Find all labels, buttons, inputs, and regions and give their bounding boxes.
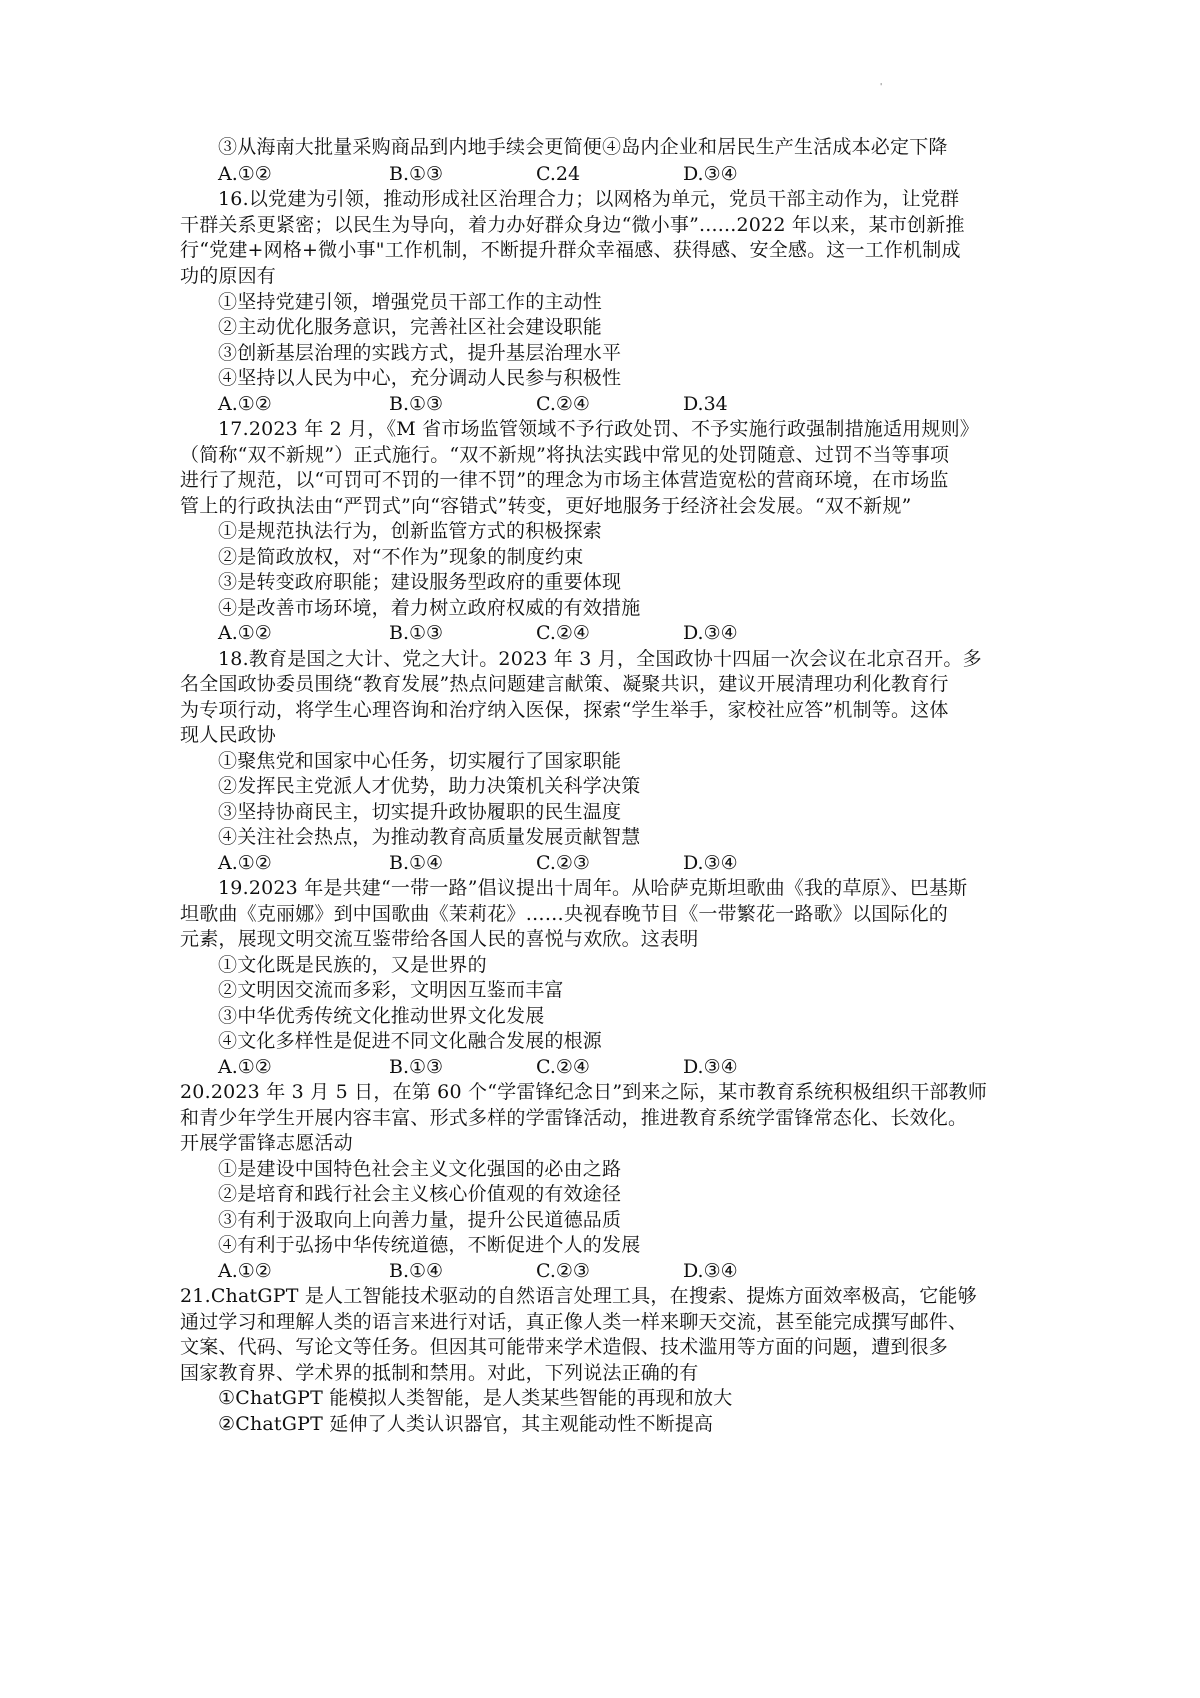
text-line: 行“党建+网格+微小事"工作机制，不断提升群众幸福感、获得感、安全感。这一工作机制成 <box>180 239 961 261</box>
option-c: C.②④ <box>536 393 590 415</box>
option-b: B.①③ <box>389 393 444 415</box>
text-line: （简称“双不新规”）正式施行。“双不新规”将执法实践中常见的处罚随意、过罚不当等事项 <box>180 444 950 466</box>
text-line: 开展学雷锋志愿活动 <box>180 1132 353 1154</box>
option-b: B.①③ <box>389 622 444 644</box>
answer-options-q16 <box>218 392 818 416</box>
answer-options-q17 <box>218 621 818 645</box>
option-b: B.①③ <box>389 163 444 185</box>
choice-statement: ①ChatGPT 能模拟人类智能，是人类某些智能的再现和放大 <box>218 1387 733 1409</box>
option-b: B.①④ <box>389 852 444 874</box>
choice-statement: ②发挥民主党派人才优势，助力决策机关科学决策 <box>218 775 641 797</box>
option-a: A.①② <box>218 852 272 874</box>
answer-options-q15 <box>218 162 818 186</box>
option-c: C.②④ <box>536 622 590 644</box>
choice-statement: ①是规范执法行为，创新监管方式的积极探索 <box>218 520 603 542</box>
choice-statement: ③中华优秀传统文化推动世界文化发展 <box>218 1005 545 1027</box>
text-line: 现人民政协 <box>180 724 277 746</box>
option-a: A.①② <box>218 163 272 185</box>
choice-statement: ①是建设中国特色社会主义文化强国的必由之路 <box>218 1158 622 1180</box>
text-line: 进行了规范，以“可罚可不罚的一律不罚”的理念为市场主体营造宽松的营商环境，在市场监 <box>180 469 949 491</box>
choice-statement: ③坚持协商民主，切实提升政协履职的民生温度 <box>218 801 622 823</box>
choice-statement: ③创新基层治理的实践方式，提升基层治理水平 <box>218 342 622 364</box>
choice-statement: ④文化多样性是促进不同文化融合发展的根源 <box>218 1030 603 1052</box>
text-line: 干群关系更紧密；以民生为导向，着力办好群众身边“微小事”......2022 年以来，某市创新推 <box>180 214 965 236</box>
page-mark: ' <box>880 82 883 91</box>
question-19-line: 19.2023 年是共建“一带一路”倡议提出十周年。从哈萨克斯坦歌曲《我的草原》、巴基斯 <box>218 877 968 899</box>
text-line: 功的原因有 <box>180 265 277 287</box>
question-21-line: 21.ChatGPT 是人工智能技术驱动的自然语言处理工具，在搜索、提炼方面效率极高，它能够 <box>180 1285 977 1307</box>
option-d: D.③④ <box>683 1260 738 1282</box>
choice-statement: ④关注社会热点，为推动教育高质量发展贡献智慧 <box>218 826 641 848</box>
choice-statement: ③是转变政府职能；建设服务型政府的重要体现 <box>218 571 622 593</box>
choice-statement: ②ChatGPT 延伸了人类认识器官，其主观能动性不断提高 <box>218 1413 714 1435</box>
question-17-line: 17.2023 年 2 月，《M 省市场监管领域不予行政处罚、不予实施行政强制措施适用规则》 <box>218 418 979 440</box>
choice-statement: ②是简政放权，对“不作为”现象的制度约束 <box>218 546 584 568</box>
text-line: 通过学习和理解人类的语言来进行对话，真正像人类一样来聊天交流，甚至能完成撰写邮件、 <box>180 1311 968 1333</box>
option-b: B.①③ <box>389 1056 444 1078</box>
answer-options-q19 <box>218 1055 818 1079</box>
option-c: C.②③ <box>536 852 590 874</box>
choice-statement: ①坚持党建引领，增强党员干部工作的主动性 <box>218 291 603 313</box>
option-d: D.③④ <box>683 1056 738 1078</box>
option-c: C.②④ <box>536 1056 590 1078</box>
text-line: 文案、代码、写论文等任务。但因其可能带来学术造假、技术滥用等方面的问题，遭到很多 <box>180 1336 949 1358</box>
text-line: 元素，展现文明交流互鉴带给各国人民的喜悦与欢欣。这表明 <box>180 928 699 950</box>
choice-statement: ④坚持以人民为中心，充分调动人民参与积极性 <box>218 367 622 389</box>
question-18-line: 18.教育是国之大计、党之大计。2023 年 3 月，全国政协十四届一次会议在北京召开。多 <box>218 648 982 670</box>
choice-statement: ②文明因交流而多彩，文明因互鉴而丰富 <box>218 979 564 1001</box>
text-line: 为专项行动，将学生心理咨询和治疗纳入医保，探索“学生举手，家校社应答”机制等。这体 <box>180 699 949 721</box>
question-16-line: 16.以党建为引领，推动形成社区治理合力；以网格为单元，党员干部主动作为，让党群 <box>218 188 960 210</box>
option-d: D.③④ <box>683 852 738 874</box>
option-d: D.34 <box>683 393 728 415</box>
choice-statement: ③有利于汲取向上向善力量，提升公民道德品质 <box>218 1209 622 1231</box>
text-line: 名全国政协委员围绕“教育发展”热点问题建言献策、凝聚共识，建议开展清理功利化教育行 <box>180 673 949 695</box>
answer-options-q20 <box>218 1259 818 1283</box>
option-a: A.①② <box>218 393 272 415</box>
answer-options-q18 <box>218 851 818 875</box>
choice-statement: ②主动优化服务意识，完善社区社会建设职能 <box>218 316 603 338</box>
text-line: 和青少年学生开展内容丰富、形式多样的学雷锋活动，推进教育系统学雷锋常态化、长效化。 <box>180 1107 968 1129</box>
option-a: A.①② <box>218 622 272 644</box>
text-line: 管上的行政执法由“严罚式”向“容错式”转变，更好地服务于经济社会发展。“双不新规” <box>180 495 912 517</box>
choice-statement: ①聚焦党和国家中心任务，切实履行了国家职能 <box>218 750 622 772</box>
text-line: ③从海南大批量采购商品到内地手续会更简便④岛内企业和居民生产生活成本必定下降 <box>218 136 948 158</box>
option-b: B.①④ <box>389 1260 444 1282</box>
text-line: 坦歌曲《克丽娜》到中国歌曲《茉莉花》……央视春晚节目《一带繁花一路歌》以国际化的 <box>180 903 949 925</box>
option-a: A.①② <box>218 1260 272 1282</box>
question-20-line: 20.2023 年 3 月 5 日，在第 60 个“学雷锋纪念日”到来之际，某市教育系统积极组织干部教师 <box>180 1081 988 1103</box>
option-c: C.24 <box>536 163 581 185</box>
choice-statement: ④是改善市场环境，着力树立政府权威的有效措施 <box>218 597 641 619</box>
choice-statement: ④有利于弘扬中华传统道德，不断促进个人的发展 <box>218 1234 641 1256</box>
choice-statement: ②是培育和践行社会主义核心价值观的有效途径 <box>218 1183 622 1205</box>
option-d: D.③④ <box>683 163 738 185</box>
option-c: C.②③ <box>536 1260 590 1282</box>
option-a: A.①② <box>218 1056 272 1078</box>
option-d: D.③④ <box>683 622 738 644</box>
choice-statement: ①文化既是民族的，又是世界的 <box>218 954 487 976</box>
text-line: 国家教育界、学术界的抵制和禁用。对此，下列说法正确的有 <box>180 1362 699 1384</box>
